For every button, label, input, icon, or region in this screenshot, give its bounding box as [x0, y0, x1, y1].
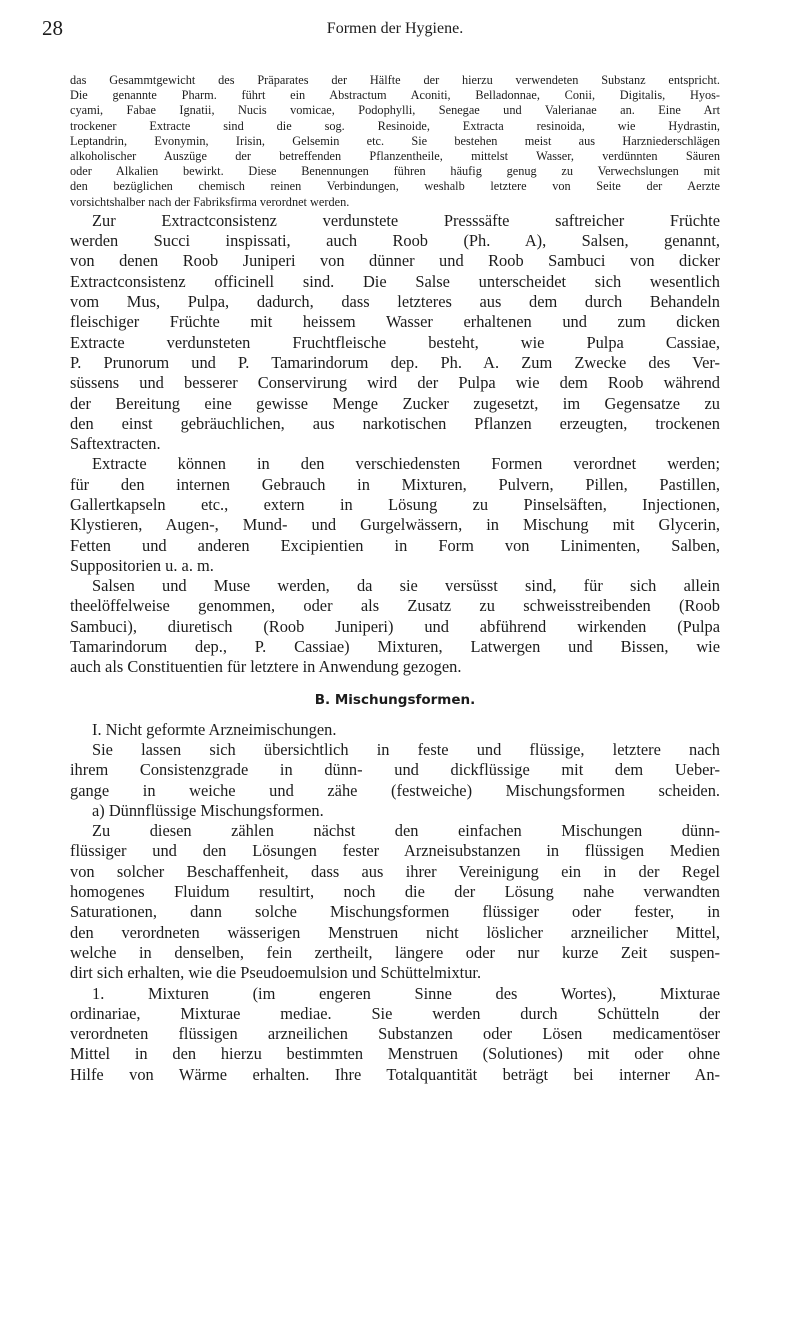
- text-line: von denen Roob Juniperi von dünner und Roob Sambuci von dicker: [70, 251, 720, 271]
- subsection-heading: I. Nicht geformte Arzneimischungen.: [92, 719, 337, 739]
- text-line: vom Mus, Pulpa, dadurch, dass letzteres aus dem durch Behandeln: [70, 292, 720, 312]
- text-line: Hilfe von Wärme erhalten. Ihre Totalquantität beträgt bei interner An-: [70, 1064, 720, 1084]
- running-title: Formen der Hygiene.: [326, 20, 464, 37]
- text-line: dirt sich erhalten, wie die Pseudoemulsion und Schüttelmixtur.: [70, 963, 482, 983]
- text-line: theelöffelweise genommen, oder als Zusatz zu schweisstreibenden (Roob: [70, 596, 720, 616]
- text-line: den verordneten wässerigen Menstruen nicht löslicher arzneilicher Mittel,: [70, 922, 720, 942]
- section-heading: B. Mischungsformen.: [314, 691, 476, 708]
- text-line: alkoholischer Auszüge der betreffenden Pflanzentheile, mittelst Wasser, verdünnten Säuren: [70, 149, 720, 164]
- text-line: Zu diesen zählen nächst den einfachen Mischungen dünn-: [92, 821, 720, 841]
- text-line: Extracte verdunsteten Fruchtfleische besteht, wie Pulpa Cassiae,: [70, 332, 720, 352]
- paragraph-extracte: [70, 454, 720, 576]
- text-line: P. Prunorum und P. Tamarindorum dep. Ph. A. Zum Zwecke des Ver-: [70, 352, 720, 372]
- paragraph-mixturen: [70, 984, 720, 1085]
- text-line: den einst gebräuchlichen, aus narkotischen Pflanzen erzeugten, trockenen: [70, 413, 720, 433]
- paragraph-duennfluessige: [70, 801, 720, 984]
- text-line: Extractconsistenz officinell sind. Die Salse unterscheidet sich wesentlich: [70, 271, 720, 291]
- text-line: Klystieren, Augen-, Mund- und Gurgelwässern, in Mischung mit Glycerin,: [70, 515, 720, 535]
- text-line: trockener Extracte sind die sog. Resinoide, Extracta resinoida, wie Hydrastin,: [70, 118, 720, 133]
- text-line: Fetten und anderen Excipientien in Form von Linimenten, Salben,: [70, 535, 720, 555]
- intro-small-paragraph: [70, 73, 720, 210]
- text-line: Saturationen, dann solche Mischungsformen flüssiger oder fester, in: [70, 902, 720, 922]
- text-line: Leptandrin, Evonymin, Irisin, Gelsemin etc. Sie bestehen meist aus Harzniederschlägen: [70, 133, 720, 148]
- text-line: Die genannte Pharm. führt ein Abstractum Aconiti, Belladonnae, Conii, Digitalis, Hyos-: [70, 88, 720, 103]
- subsection-heading: a) Dünnflüssige Mischungsformen.: [92, 800, 324, 820]
- page-number: 28: [42, 16, 63, 40]
- text-line: den bezüglichen chemisch reinen Verbindungen, weshalb letztere von Seite der Aerzte: [70, 179, 720, 194]
- text-line: Gallertkapseln etc., extern in Lösung zu Pinselsäften, Injectionen,: [70, 494, 720, 514]
- text-line: werden Succi inspissati, auch Roob (Ph. A), Salsen, genannt,: [70, 231, 720, 251]
- text-line: Tamarindorum dep., P. Cassiae) Mixturen, Latwergen und Bissen, wie: [70, 637, 720, 657]
- text-line: Sie lassen sich übersichtlich in feste und flüssige, letztere nach: [92, 739, 720, 759]
- text-line: oder Alkalien bewirkt. Diese Benennungen führen häufig genug zu Verwechslungen mit: [70, 164, 720, 179]
- text-line: Sambuci), diuretisch (Roob Juniperi) und abführend wirkenden (Pulpa: [70, 616, 720, 636]
- text-line: Saftextracten.: [70, 434, 161, 454]
- paragraph-saefte: [70, 211, 720, 455]
- text-line: ihrem Consistenzgrade in dünn- und dickflüssige mit dem Ueber-: [70, 760, 720, 780]
- text-line: gange in weiche und zähe (festweiche) Mischungsformen scheiden.: [70, 780, 720, 800]
- text-line: verordneten flüssigen arzneilichen Substanzen oder Lösen medicamentöser: [70, 1024, 720, 1044]
- book-page: [42, 0, 720, 1085]
- text-line: fleischiger Früchte mit heissem Wasser erhaltenen und zum dicken: [70, 312, 720, 332]
- paragraph-salsen: [70, 576, 720, 677]
- text-line: Mittel in den hierzu bestimmten Menstruen (Solutiones) mit oder ohne: [70, 1044, 720, 1064]
- text-line: der Bereitung eine gewisse Menge Zucker zugesetzt, im Gegensatze zu: [70, 393, 720, 413]
- text-line: 1. Mixturen (im engeren Sinne des Wortes), Mixturae: [92, 983, 720, 1003]
- text-line: für den internen Gebrauch in Mixturen, Pulvern, Pillen, Pastillen,: [70, 474, 720, 494]
- text-line: Suppositorien u. a. m.: [70, 555, 214, 575]
- text-line: auch als Constituentien für letztere in Anwendung gezogen.: [70, 657, 462, 677]
- text-line: das Gesammtgewicht des Präparates der Hälfte der hierzu verwendeten Substanz entspricht.: [70, 73, 720, 87]
- text-line: cyami, Fabae Ignatii, Nucis vomicae, Podophylli, Senegae und Valerianae an. Eine Art: [70, 103, 720, 118]
- text-line: Salsen und Muse werden, da sie versüsst sind, für sich allein: [92, 576, 720, 596]
- text-line: Extracte können in den verschiedensten Formen verordnet werden;: [92, 454, 720, 474]
- text-line: süssens und besserer Conservirung wird der Pulpa wie dem Roob während: [70, 373, 720, 393]
- text-line: homogenes Fluidum resultirt, noch die der Lösung nahe verwandten: [70, 882, 720, 902]
- paragraph-nicht-geformte: [70, 720, 720, 801]
- text-line: vorsichtshalber nach der Fabriksfirma verordnet werden.: [70, 194, 350, 209]
- text-line: ordinariae, Mixturae mediae. Sie werden durch Schütteln der: [70, 1003, 720, 1023]
- text-line: von solcher Beschaffenheit, dass aus ihrer Vereinigung ein in der Regel: [70, 861, 720, 881]
- text-line: Zur Extractconsistenz verdunstete Presssäfte saftreicher Früchte: [92, 210, 720, 230]
- page-header: [42, 0, 720, 70]
- text-line: flüssiger und den Lösungen fester Arzneisubstanzen in flüssigen Medien: [70, 841, 720, 861]
- text-line: welche in denselben, fein zertheilt, längere oder nur kurze Zeit suspen-: [70, 942, 720, 962]
